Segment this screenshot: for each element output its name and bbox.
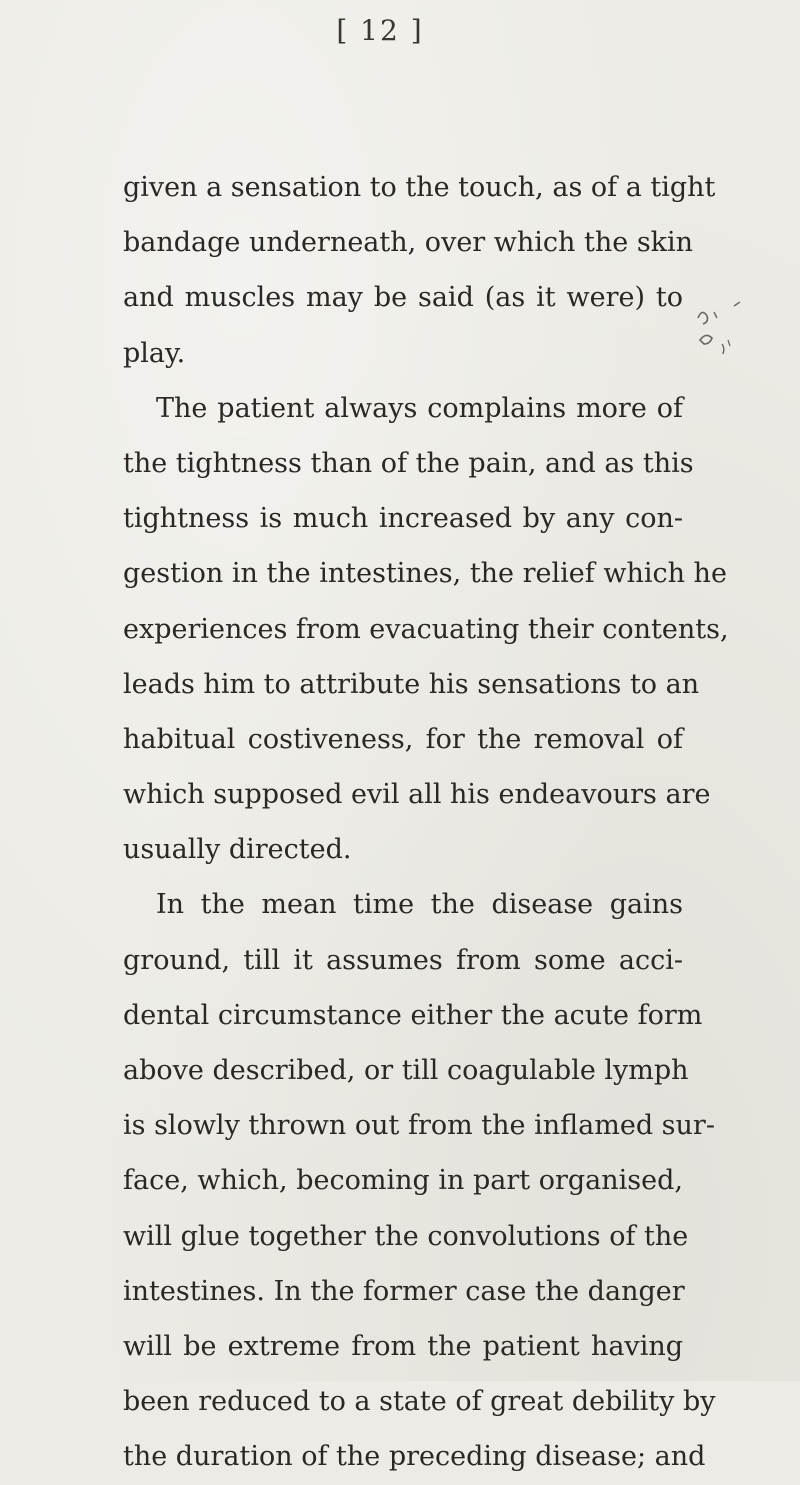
text-line: experiences from evacuating their contents, [123, 613, 729, 645]
text-line: and muscles may be said (as it were) to [123, 282, 683, 314]
text-line: given a sensation to the touch, as of a tight [123, 172, 716, 203]
text-line: will glue together the convolutions of the [123, 1220, 689, 1252]
text-line: will be extreme from the patient having [123, 1330, 683, 1362]
text-line [123, 436, 694, 491]
margin-ink-marks [690, 300, 780, 380]
text-line: is slowly thrown out from the inflamed sur- [123, 1110, 715, 1142]
text-line: gestion in the intestines, the relief which he [123, 558, 727, 590]
text-line: ground, till it assumes from some acci- [123, 944, 683, 976]
text-line: the duration of the preceding disease; and [123, 1441, 706, 1473]
text-line: habitual costiveness, for the removal of [123, 723, 683, 755]
text-line: above described, or till coagulable lymph [123, 1055, 689, 1086]
text-line: In the mean time the disease gains [156, 889, 683, 921]
text-line-content: the tightness than of the pain, and as this [123, 447, 694, 479]
text-line: play. [123, 337, 186, 369]
page-number: [ 12 ] [336, 14, 424, 47]
text-line: leads him to attribute his sensations to an [123, 668, 700, 700]
text-line: dental circumstance either the acute form [123, 999, 703, 1031]
text-line: bandage underneath, over which the skin [123, 227, 694, 259]
text-line-content: The patient always complains more of [156, 392, 683, 424]
text-line: been reduced to a state of great debility by [123, 1386, 716, 1418]
body-text [123, 160, 729, 1485]
text-line: face, which, becoming in part organised, [123, 1165, 683, 1197]
text-line: usually directed. [123, 834, 352, 866]
text-line: intestines. In the former case the danger [123, 1275, 685, 1307]
text-line: which supposed evil all his endeavours are [123, 779, 711, 811]
text-line [123, 381, 683, 436]
text-line: tightness is much increased by any con- [123, 503, 683, 535]
